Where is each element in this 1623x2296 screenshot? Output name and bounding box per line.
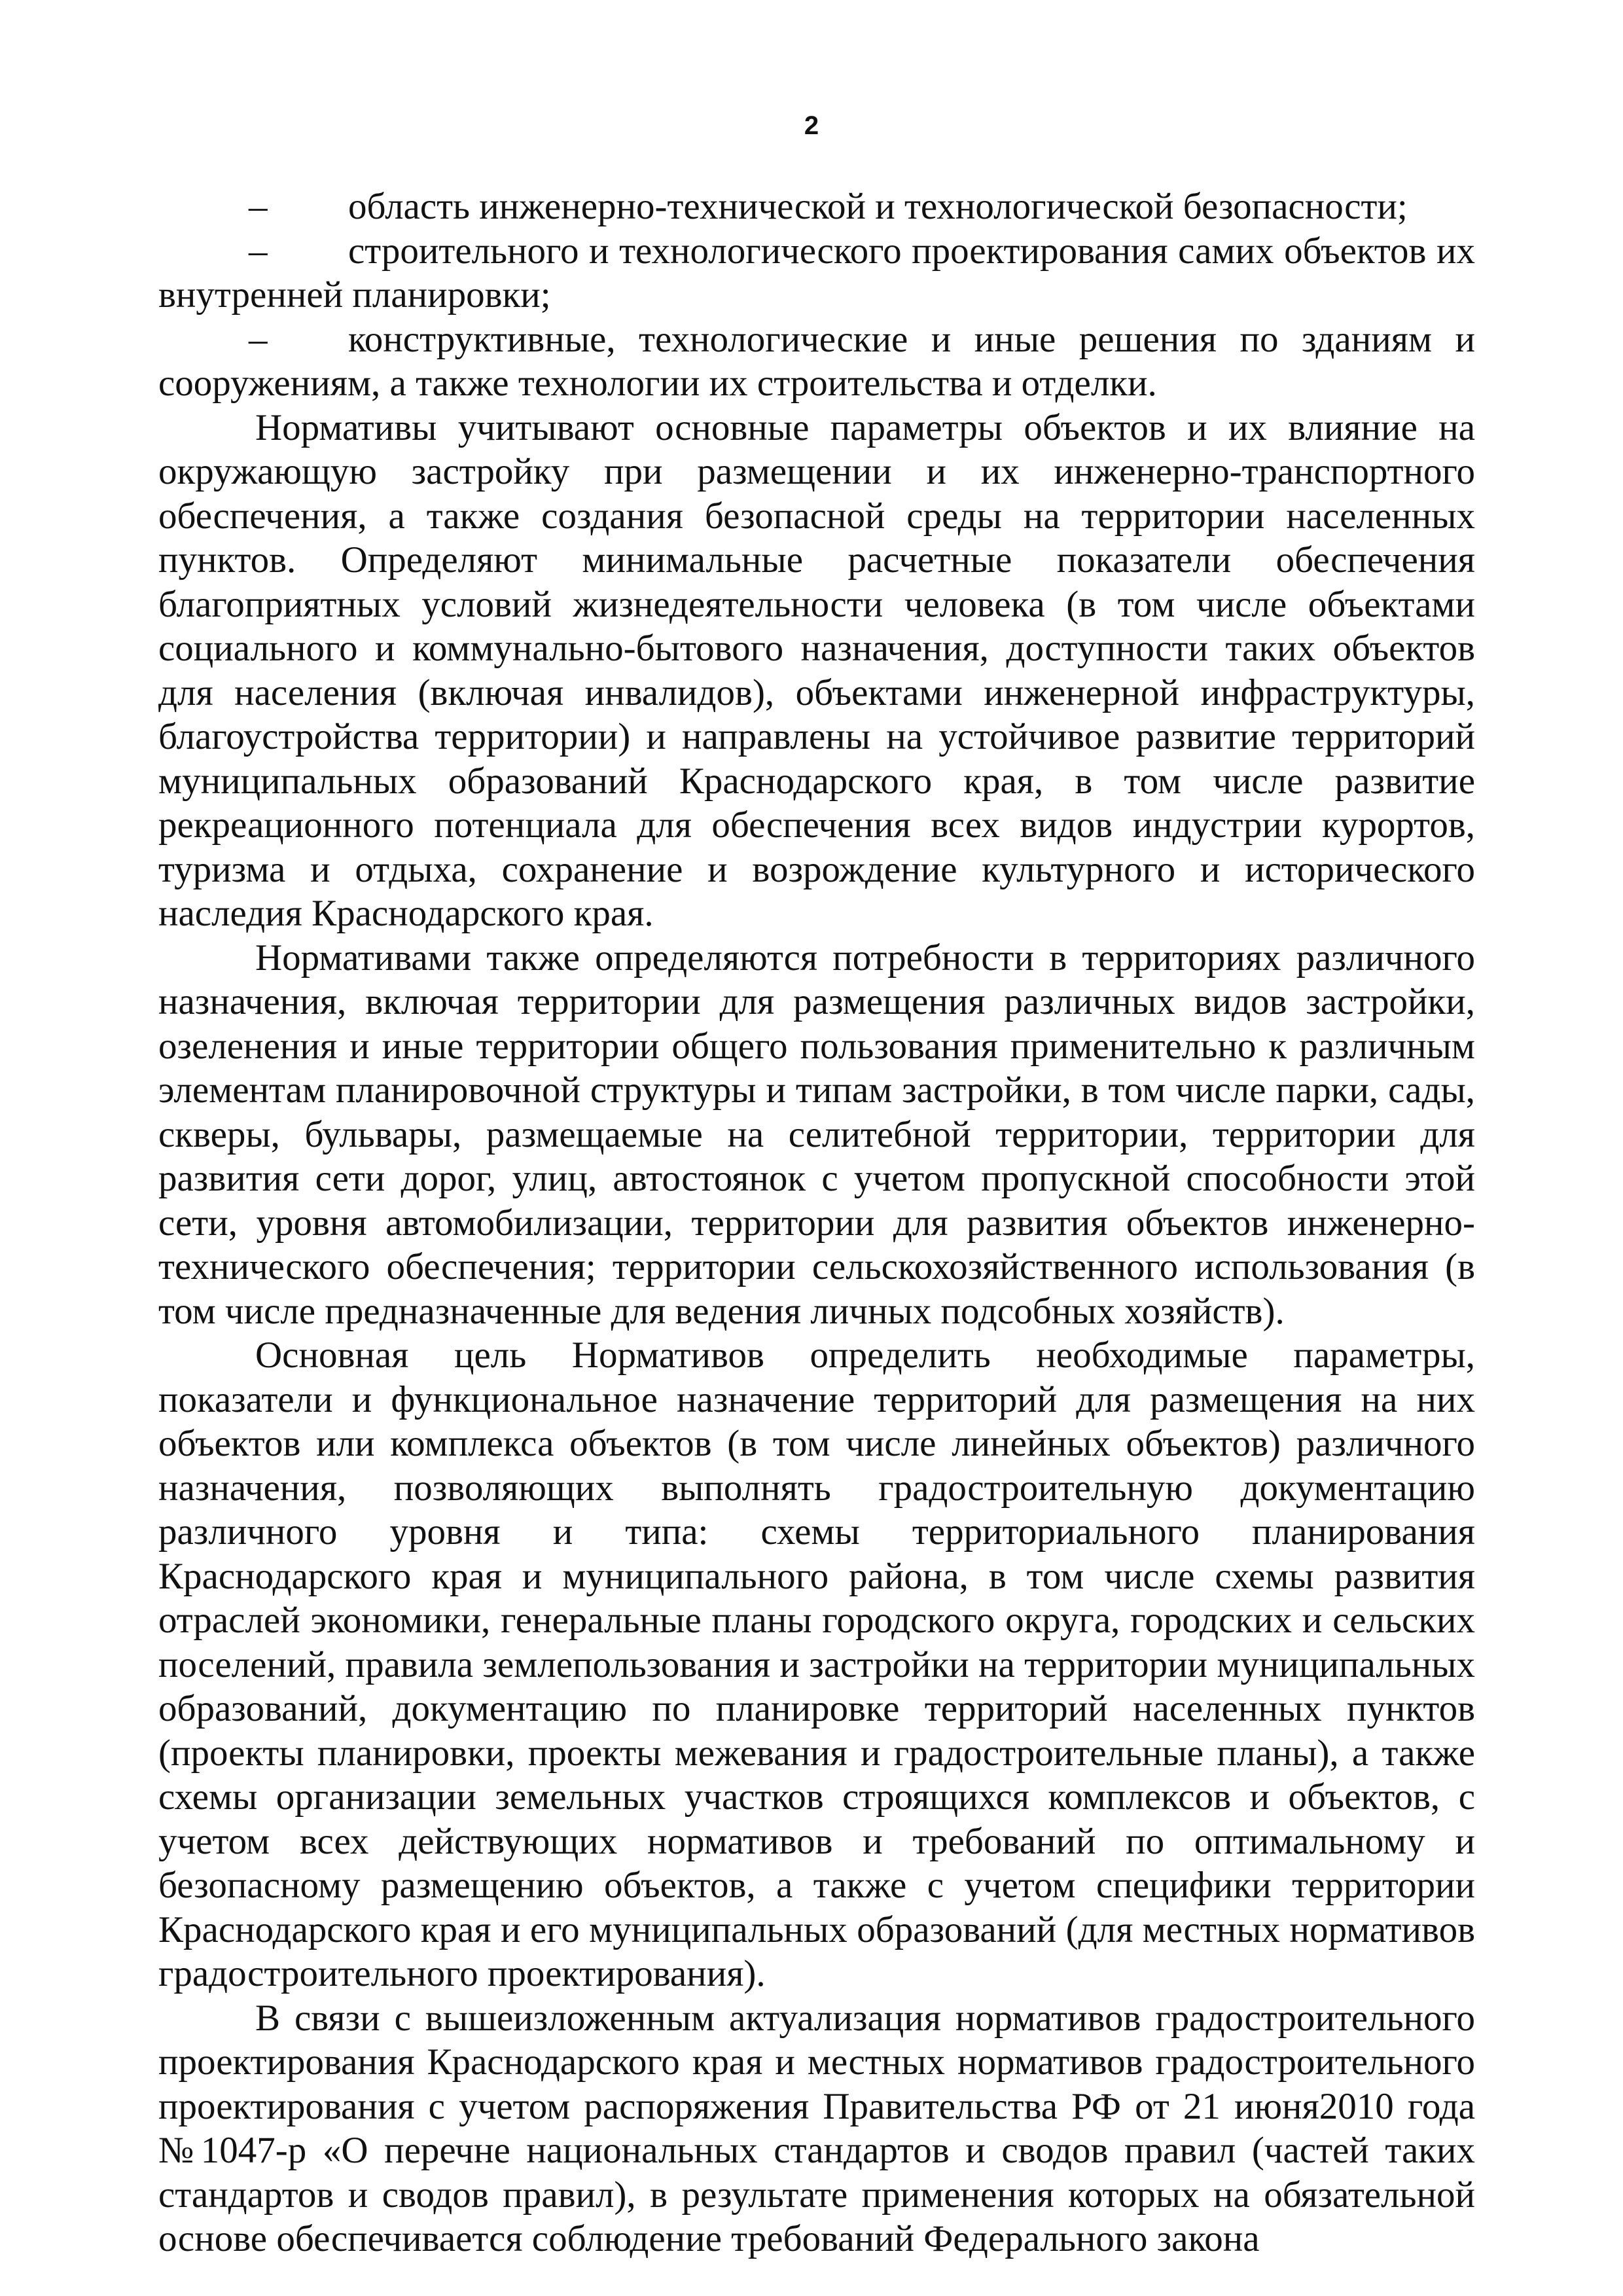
bullet-text: область инженерно-технической и технологической безопасности; [348,186,1408,227]
paragraph-parameters: Нормативы учитывают основные параметры объектов и их влияние на окружающую застройку при размещении и их инженерно-транспортного обеспечения, а также создания безопасной среды на территории населенных пунктов. Определяют минимальные расчетные показатели обеспечения благоприятных условий жизнедеятельности человека (в том числе объектами социального и коммунально-бытового назначения, доступности таких объектов для населения (включая инвалидов), объектами инженерной инфраструктуры, благоустройства территории) и направлены на устойчивое развитие территорий муниципальных образований Краснодарского края, в том числе развитие рекреационного потенциала для обеспечения всех видов индустрии курортов, туризма и отдыха, сохранение и возрождение культурного и исторического наследия Краснодарского края. [158,406,1475,934]
bullet-dash: – [249,186,268,227]
bullet-item [158,229,1475,317]
bullet-item [158,185,1475,229]
paragraph-actualization: В связи с вышеизложенным актуализация нормативов градостроительного проектирования Краснодарского края и местных нормативов градостроительного проектирования с учетом распоряжения Правительства РФ от 21 июня2010 года №1047-р «О перечне национальных стандартов и сводов правил (частей таких стандартов и сводов правил), в результате применения которых на обязательной основе обеспечивается соблюдение требований Федерального закона [158,1997,1475,2259]
page-number: 2 [804,111,819,140]
bullet-item [158,317,1475,406]
bullet-dash: – [249,230,268,272]
paragraph-territories: Нормативами также определяются потребности в территориях различного назначения, включая территории для размещения различных видов застройки, озеленения и иные территории общего пользования применительно к различным элементам планировочной структуры и типам застройки, в том числе парки, сады, скверы, бульвары, размещаемые на селитебной территории, территории для развития сети дорог, улиц, автостоянок с учетом пропускной способности этой сети, уровня автомобилизации, территории для развития объектов инженерно-технического обеспечения; территории сельскохозяйственного использования (в том числе предназначенные для ведения личных подсобных хозяйств). [158,937,1475,1332]
document-body [158,185,1475,2261]
bullet-dash: – [249,318,268,360]
bullet-text: строительного и технологического проектирования самих объектов их внутренней планировки; [158,230,1475,315]
paragraph-main-goal: Основная цель Нормативов определить необходимые параметры, показатели и функциональное назначение территорий для размещения на них объектов или комплекса объектов (в том числе линейных объектов) различного назначения, позволяющих выполнять градостроительную документацию различного уровня и типа: схемы территориального планирования Краснодарского края и муниципального района, в том числе схемы развития отраслей экономики, генеральные планы городского округа, городских и сельских поселений, правила землепользования и застройки на территории муниципальных образований, документацию по планировке территорий населенных пунктов (проекты планировки, проекты межевания и градостроительные планы), а также схемы организации земельных участков строящихся комплексов и объектов, с учетом всех действующих нормативов и требований по оптимальному и безопасному размещению объектов, а также с учетом специфики территории Краснодарского края и его муниципальных образований (для местных нормативов градостроительного проектирования). [158,1335,1475,1994]
bullet-text: конструктивные, технологические и иные решения по зданиям и сооружениям, а также технологии их строительства и отделки. [158,318,1475,404]
